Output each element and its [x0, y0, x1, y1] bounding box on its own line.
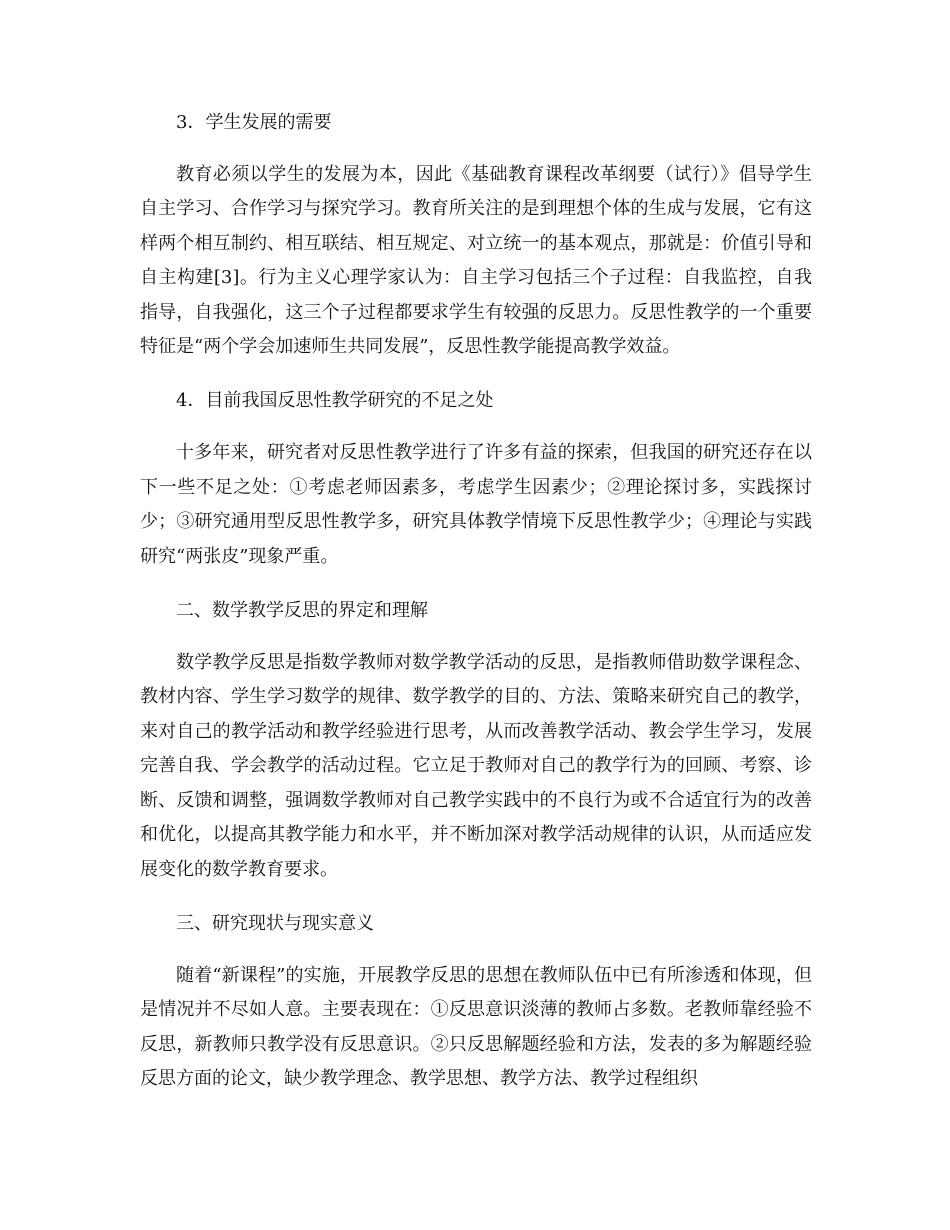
section-heading-definition: 二、数学教学反思的界定和理解 [176, 600, 428, 622]
paragraph-student-development: 教育必须以学生的发展为本，因此《基础教育课程改革纲要（试行）》倡导学生自主学习、合作学习与探究学习。教育所关注的是到理想个体的生成与发展，它有这样两个相互制约、相互联结、相互规定、对立统一的基本观点，那就是：价值引导和自主构建[3]。行为主义心理学家认为：自主学习包括三个子过程：自我监控，自我指导，自我强化，这三个子过程都要求学生有较强的反思力。反思性教学的一个重要特征是“两个学会加速师生共同发展”，反思性教学能提高教学效益。 [140, 164, 812, 358]
paragraph-research-shortcomings: 十多年来，研究者对反思性教学进行了许多有益的探索，但我国的研究还存在以下一些不足之处：①考虑老师因素多，考虑学生因素少；②理论探讨多，实践探讨少；③研究通用型反思性教学多，研究具体教学情境下反思性教学少；④理论与实践研究“两张皮”现象严重。 [140, 442, 812, 567]
paragraph-definition: 数学教学反思是指数学教师对数学教学活动的反思，是指教师借助数学课程念、教材内容、学生学习数学的规律、数学教学的目的、方法、策略来研究自己的教学，来对自己的教学活动和教学经验进行思考，从而改善教学活动、教会学生学习，发展完善自我、学会教学的活动过程。它立足于教师对自己的教学行为的回顾、考察、诊断、反馈和调整，强调数学教师对自己教学实践中的不良行为或不合适宜行为的改善和优化，以提高其教学能力和水平，并不断加深对教学活动规律的认识，从而适应发展变化的数学教育要求。 [140, 652, 812, 880]
document-body [140, 106, 812, 1097]
section-heading-current-status: 三、研究现状与现实意义 [176, 912, 374, 934]
section-heading-student-development: 3．学生发展的需要 [176, 112, 332, 133]
section-heading-research-shortcomings: 4．目前我国反思性教学研究的不足之处 [176, 390, 494, 412]
paragraph-current-status: 随着“新课程”的实施，开展教学反思的思想在教师队伍中已有所渗透和体现，但是情况并不尽如人意。主要表现在：①反思意识淡薄的教师占多数。老教师靠经验不反思，新教师只教学没有反思意识。②只反思解题经验和方法，发表的多为解题经验反思方面的论文，缺少教学理念、教学思想、教学方法、教学过程组织 [140, 964, 812, 1090]
